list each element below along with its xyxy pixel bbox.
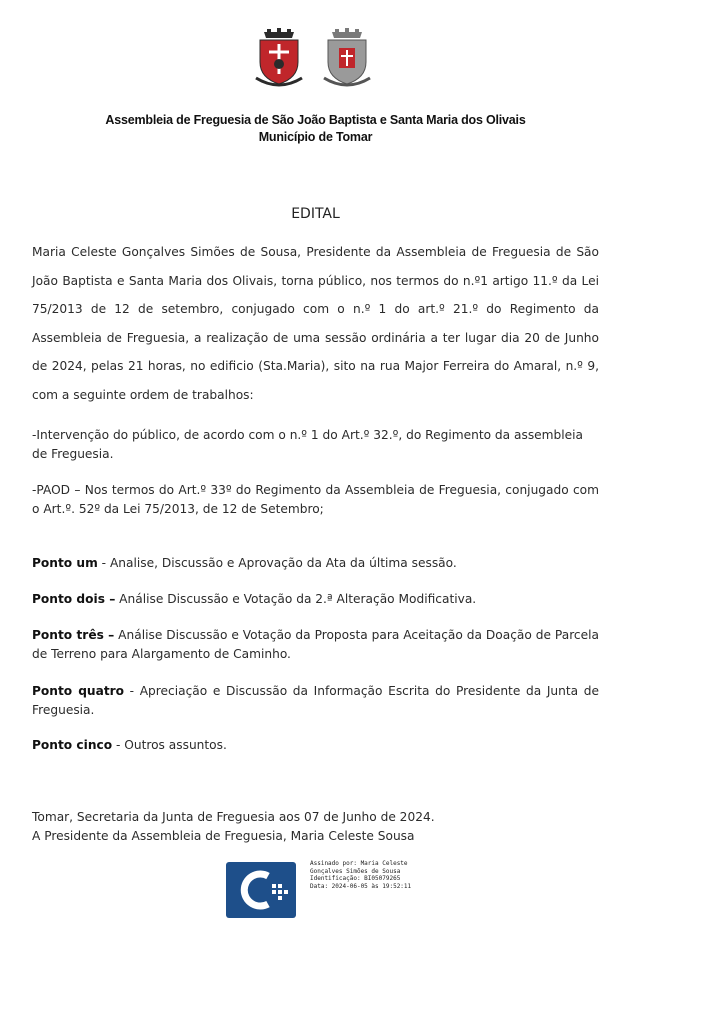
- closing-signatory: A Presidente da Assembleia de Freguesia, Maria Celeste Sousa: [32, 829, 415, 843]
- agenda-item-text: Análise Discussão e Votação da 2.ª Alteração Modificativa.: [115, 592, 477, 606]
- signature-signed-by: Assinado por: Maria Celeste: [310, 860, 408, 867]
- digital-signature-icon: [226, 862, 296, 918]
- document-heading: EDITAL: [291, 206, 340, 222]
- closing-place-date: Tomar, Secretaria da Junta de Freguesia aos 07 de Junho de 2024.: [32, 810, 435, 824]
- agenda-item-text: - Outros assuntos.: [112, 738, 227, 752]
- paod-paragraph: [32, 481, 599, 518]
- signature-date: Data: 2024-06-05 às 19:52:11: [310, 882, 412, 890]
- digital-signature-details: [310, 860, 411, 890]
- agenda-item: [32, 682, 599, 719]
- agenda-item: [32, 554, 599, 573]
- paod-text: Nos termos do Art.º 33º do Regimento da Assembleia de Freguesia, conjugado com o Art.º. 52º da Lei 75/2013, de 12 de Setembro;: [32, 483, 599, 516]
- public-intervention-paragraph: -Intervenção do público, de acordo com o n.º 1 do Art.º 32.º, do Regimento da assembleia de Freguesia.: [32, 428, 584, 461]
- signature-id: Identificação: BI05079265: [310, 875, 401, 883]
- agenda-item-text: Análise Discussão e Votação da Proposta para Aceitação da Doação de Parcela de Terreno para Alargamento de Caminho.: [32, 628, 599, 661]
- agenda-item: [32, 736, 599, 755]
- agenda-item-label: Ponto três –: [32, 628, 115, 642]
- agenda-item: [32, 590, 599, 609]
- municipality-title: Município de Tomar: [258, 130, 373, 144]
- agenda-item-label: Ponto quatro: [32, 684, 125, 698]
- agenda-item-label: Ponto um: [32, 556, 98, 570]
- paod-label: -PAOD –: [32, 483, 81, 497]
- agenda-item-text: - Analise, Discussão e Aprovação da Ata da última sessão.: [97, 556, 457, 570]
- parish-crest-santa-maria-dos-olivais: [320, 28, 374, 90]
- agenda-item-label: Ponto cinco: [32, 738, 113, 752]
- assembly-title: Assembleia de Freguesia de São João Baptista e Santa Maria dos Olivais: [105, 113, 526, 127]
- agenda-item-label: Ponto dois –: [32, 592, 116, 606]
- parish-crest-sao-joao-baptista: [252, 28, 306, 90]
- signature-name: Gonçalves Simões de Sousa: [310, 867, 401, 875]
- agenda-item: [32, 626, 599, 663]
- intro-paragraph: Maria Celeste Gonçalves Simões de Sousa, Presidente da Assembleia de Freguesia de São João Baptista e Santa Maria dos Olivais, torna público, nos termos do n.º1 artigo 11.º da Lei 75/2013 de 12 de setembro, conjugado com o n.º 1 do art.º 21.º do Regimento da Assembleia de Freguesia, a realização de uma sessão ordinária a ter lugar dia 20 de Junho de 2024, pelas 21 horas, no edificio (Sta.Maria), sito na rua Major Ferreira do Amaral, n.º 9, com a seguinte ordem de trabalhos:: [32, 245, 599, 402]
- agenda-item-text: - Apreciação e Discussão da Informação Escrita do Presidente da Junta de Freguesia.: [32, 684, 599, 717]
